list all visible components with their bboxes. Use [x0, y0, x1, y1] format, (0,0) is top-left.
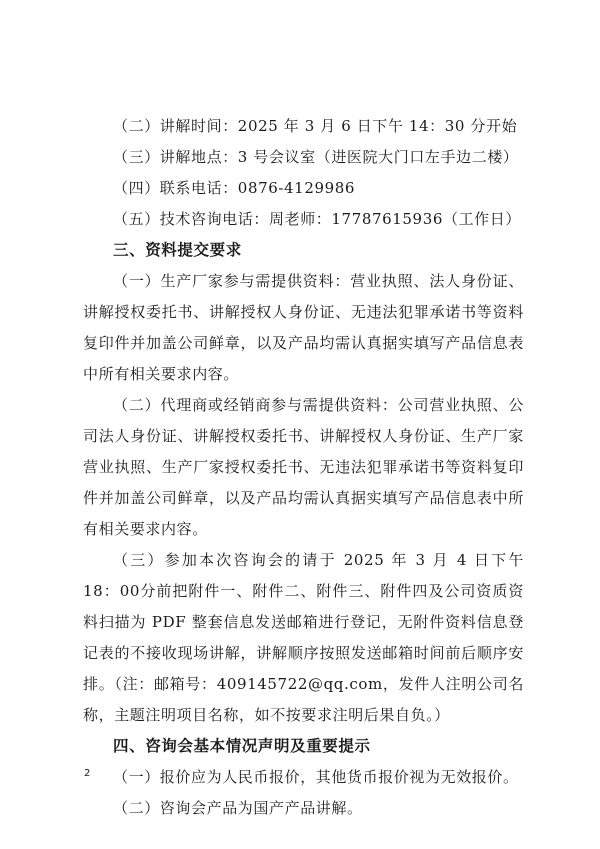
section-3-paragraph-3: （三）参加本次咨询会的请于 2025 年 3 月 4 日下午 18：00分前把附件一、附件二、附件三、附件四及公司资质资料扫描为 PDF 整套信息发送邮箱进行登记，无附件资料信息登记表的不接收现场讲解，讲解顺序按照发送邮箱时间前后顺序安排。（注：邮箱号：409145722@qq.com，发件人注明公司名称，主题注明项目名称，如不按要求注明后果自负。） [83, 551, 524, 724]
page-content [83, 111, 524, 824]
item-lecture-location: （三）讲解地点：3 号会议室（进医院大门口左手边二楼） [113, 148, 519, 166]
section-3-heading: 三、资料提交要求 [113, 241, 242, 259]
section-4-paragraph-2: （二）咨询会产品为国产产品讲解。 [113, 799, 363, 817]
section-3-paragraph-2: （二）代理商或经销商参与需提供资料：公司营业执照、公司法人身份证、讲解授权委托书、讲解授权人身份证、生产厂家营业执照、生产厂家授权委托书、无违法犯罪承诺书等资料复印件并加盖公司鲜章，以及产品均需认真据实填写产品信息表中所有相关要求内容。 [83, 396, 524, 538]
section-4-heading: 四、咨询会基本情况声明及重要提示 [113, 737, 371, 755]
item-contact-phone: （四）联系电话：0876-4129986 [113, 179, 356, 197]
item-tech-consult-phone: （五）技术咨询电话：周老师：17787615936（工作日） [113, 210, 521, 228]
item-lecture-time: （二）讲解时间：2025 年 3 月 6 日下午 14：30 分开始 [113, 117, 518, 135]
page-number: 2 [84, 768, 91, 779]
section-3-paragraph-1: （一）生产厂家参与需提供资料：营业执照、法人身份证、讲解授权委托书、讲解授权人身份证、无违法犯罪承诺书等资料复印件并加盖公司鲜章，以及产品均需认真据实填写产品信息表中所有相关要求内容。 [83, 272, 524, 383]
section-4-paragraph-1: （一）报价应为人民币报价，其他货币报价视为无效报价。 [113, 768, 519, 786]
